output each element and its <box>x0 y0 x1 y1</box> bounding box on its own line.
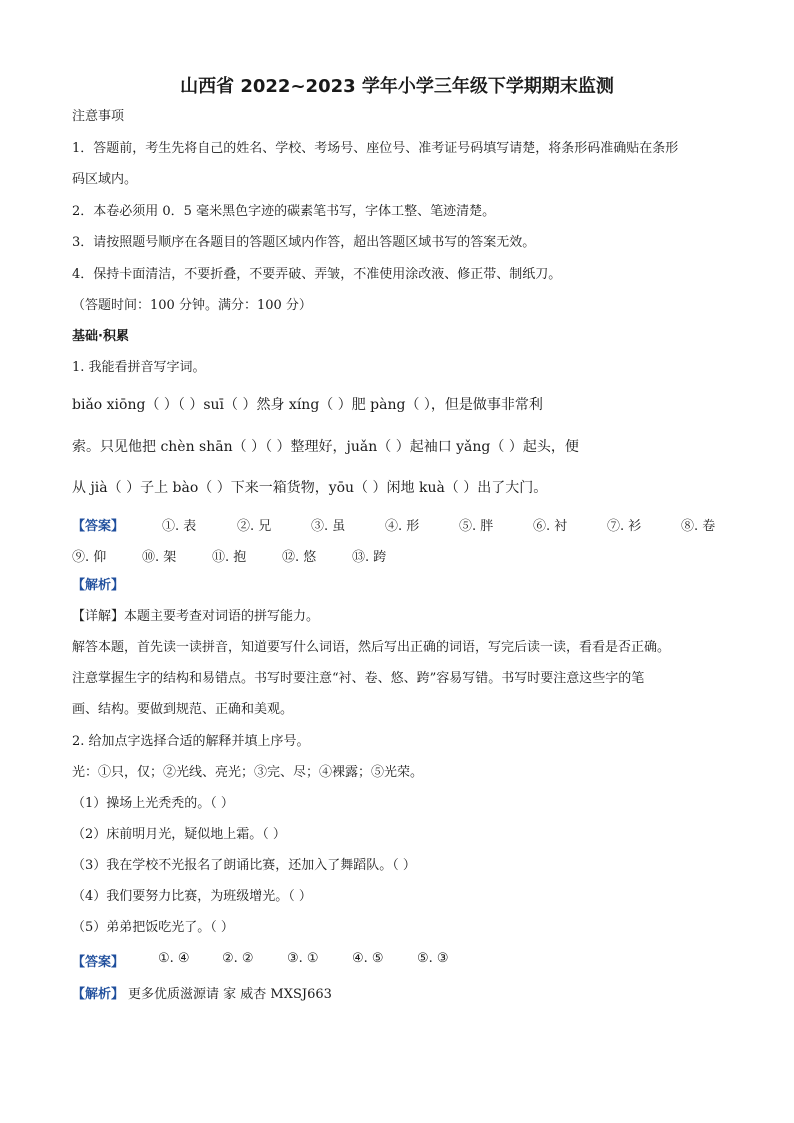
answer-item: ①. ④ <box>158 951 190 966</box>
notice-heading: 注意事项 <box>72 109 125 124</box>
analysis-label: 【解析】 <box>72 987 125 1002</box>
question-2-item: （5）弟弟把饭吃光了。（ ） <box>72 920 234 935</box>
answer-item: ⑦. 衫 <box>607 519 642 534</box>
answer-item: ②. 兄 <box>237 519 272 534</box>
answer-item: ⑥. 衬 <box>533 519 568 534</box>
answer-item: ⑬. 跨 <box>352 550 387 565</box>
answer-item: ⑤. ③ <box>417 951 449 966</box>
answer-item: ⑫. 悠 <box>282 550 317 565</box>
answer-label: 【答案】 <box>72 519 125 534</box>
answer-item: ③. ① <box>287 951 319 966</box>
answer-item: ④. ⑤ <box>352 951 384 966</box>
answer-item: ③. 虽 <box>311 519 346 534</box>
notice-item: 2．本卷必须用 0．5 毫米黑色字迹的碳素笔书写，字体工整、笔迹清楚。 <box>72 204 496 219</box>
question-2-item: （1）操场上光秃秃的。（ ） <box>72 796 234 811</box>
question-1-line: 索。只见他把 chèn shān（ ）（ ）整理好，juǎn（ ）起袖口 yǎng（ ）起头，便 <box>72 439 579 455</box>
answer-item: ⑪. 抱 <box>212 550 247 565</box>
page-title: 山西省 2022~2023 学年小学三年级下学期期末监测 <box>180 76 614 97</box>
answer-item: ⑤. 胖 <box>459 519 494 534</box>
answer-item: ①. 表 <box>162 519 197 534</box>
question-2-item: （2）床前明月光，疑似地上霜。（ ） <box>72 827 286 842</box>
answer-label: 【答案】 <box>72 955 125 970</box>
answer-item: ④. 形 <box>385 519 420 534</box>
detail-line: 画、结构。要做到规范、正确和美观。 <box>72 702 294 717</box>
detail-line: 注意掌握生字的结构和易错点。书写时要注意“衬、卷、悠、跨”容易写错。书写时要注意这些字的笔 <box>72 671 645 686</box>
question-1-line: 从 jià（ ）子上 bào（ ）下来一箱货物，yōu（ ）闲地 kuà（ ）出了大门。 <box>72 480 548 496</box>
answer-item: ⑩. 架 <box>142 550 177 565</box>
notice-item: 1．答题前，考生先将自己的姓名、学校、考场号、座位号、准考证号码填写请楚，将条形码准确贴在条形 <box>72 141 679 156</box>
question-2-stem: 2. 给加点字选择合适的解释并填上序号。 <box>72 734 310 749</box>
question-2-item: （4）我们要努力比赛，为班级增光。（ ） <box>72 889 312 904</box>
analysis-label: 【解析】 <box>72 578 125 593</box>
question-2-item: （3）我在学校不光报名了朗诵比赛，还加入了舞蹈队。（ ） <box>72 858 416 873</box>
section-heading: 基础·积累 <box>72 329 129 344</box>
answer-item: ⑨. 仰 <box>72 550 107 565</box>
detail-line: 【详解】本题主要考查对词语的拼写能力。 <box>72 609 320 624</box>
footer-note: 更多优质滋源请 家 威杏 MXSJ663 <box>128 987 332 1002</box>
notice-item: 4．保持卡面清洁，不要折叠，不要弄破、弄皱，不准使用涂改液、修正带、制纸刀。 <box>72 267 562 282</box>
question-2-options: 光：①只，仅；②光线、亮光；③完、尽；④裸露；⑤光荣。 <box>72 765 424 780</box>
question-1-stem: 1. 我能看拼音写字词。 <box>72 360 206 375</box>
notice-item: 3．请按照题号顺序在各题目的答题区域内作答，超出答题区域书写的答案无效。 <box>72 235 536 250</box>
detail-line: 解答本题，首先读一读拼音，知道要写什么词语，然后写出正确的词语，写完后读一读，看看是否正确。 <box>72 640 671 655</box>
answer-item: ⑧. 卷 <box>681 519 716 534</box>
notice-item: 码区域内。 <box>72 172 138 187</box>
notice-item: （答题时间：100 分钟。满分：100 分） <box>72 298 312 313</box>
answer-item: ②. ② <box>222 951 254 966</box>
question-1-line: biǎo xiōng（ ）（ ）suī（ ）然身 xíng（ ）肥 pàng（ ），但是做事非常利 <box>72 397 543 413</box>
